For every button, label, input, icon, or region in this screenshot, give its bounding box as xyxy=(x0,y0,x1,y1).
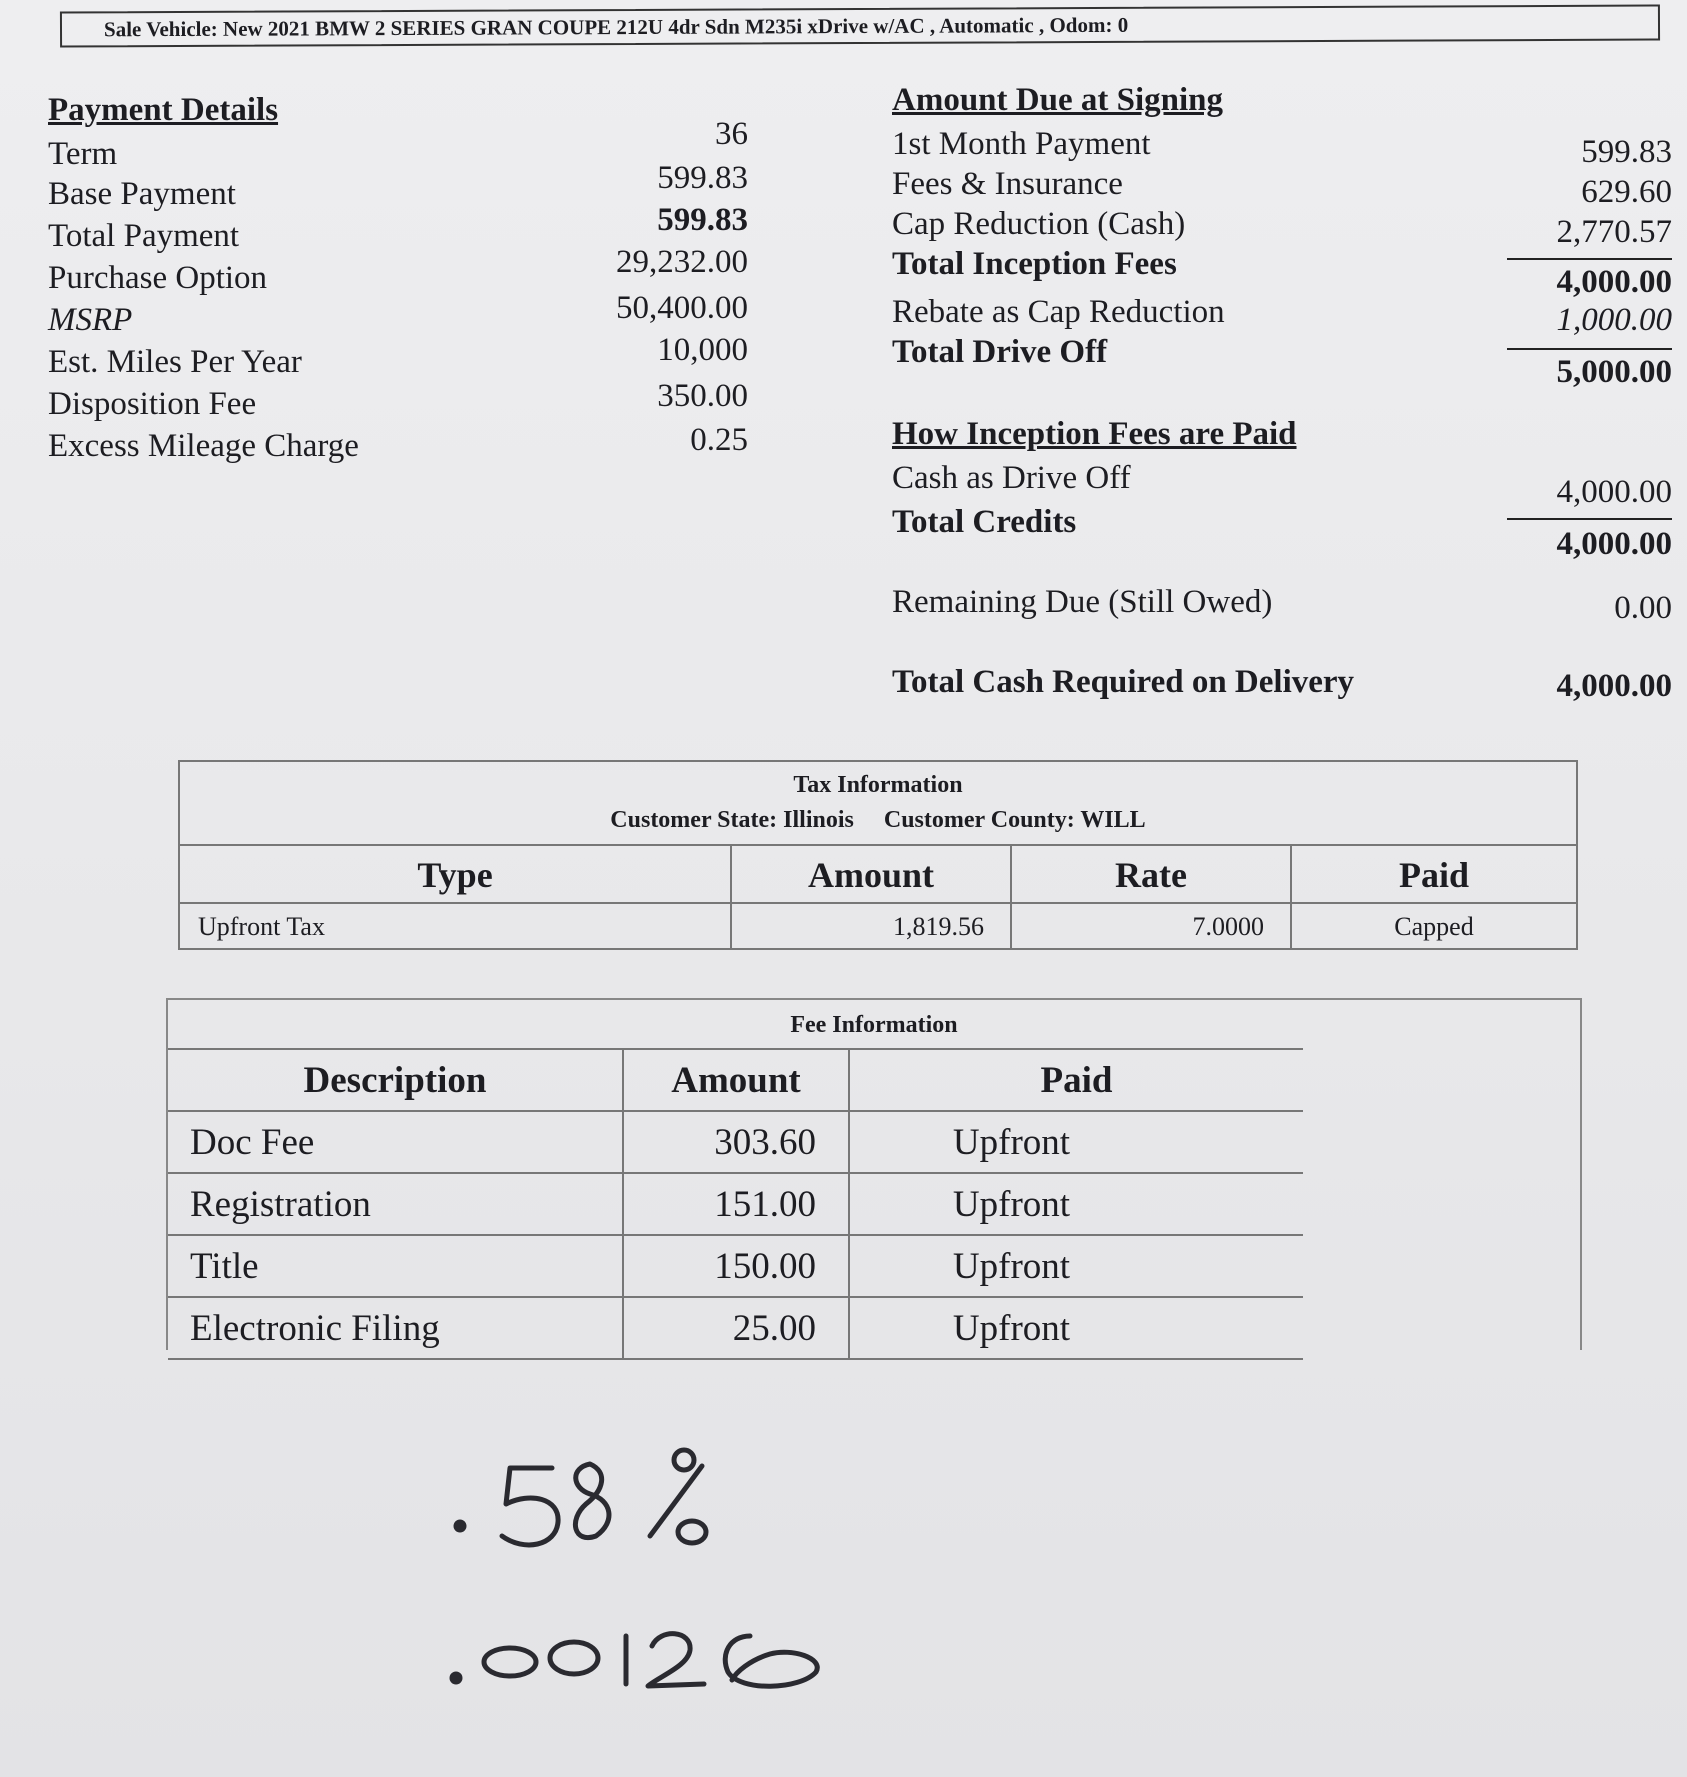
tax-col-paid: Paid xyxy=(1398,855,1469,895)
remaining-due-row xyxy=(892,584,1672,664)
fee-header-row xyxy=(168,1048,1303,1110)
fee-description: Title xyxy=(168,1236,624,1296)
rebate-label: Rebate as Cap Reduction xyxy=(892,294,1225,330)
miles-value: 10,000 xyxy=(657,332,748,368)
msrp-value: 50,400.00 xyxy=(616,290,748,326)
cap-reduction-row xyxy=(892,206,1672,250)
note1-percent-bottom xyxy=(678,1521,706,1543)
fees-insurance-row xyxy=(892,166,1672,210)
tax-col-type: Type xyxy=(180,846,732,904)
excess-mileage-value: 0.25 xyxy=(690,422,748,458)
first-month-label: 1st Month Payment xyxy=(892,126,1151,162)
base-payment-value: 599.83 xyxy=(657,160,748,196)
tax-information-header xyxy=(180,762,1576,834)
tax-col-amount: Amount xyxy=(732,846,1012,904)
fee-description: Electronic Filing xyxy=(168,1298,624,1358)
base-payment-row xyxy=(48,160,748,218)
disposition-fee-label: Disposition Fee xyxy=(48,386,257,422)
total-cash-row xyxy=(892,664,1672,706)
tax-customer-location xyxy=(180,799,1576,834)
remaining-due-label: Remaining Due (Still Owed) xyxy=(892,584,1273,620)
total-inception-row xyxy=(892,246,1672,300)
base-payment-label: Base Payment xyxy=(48,176,236,212)
note2-digit-2 xyxy=(648,1634,704,1686)
handwritten-notes xyxy=(440,1440,960,1720)
fee-information-title: Fee Information xyxy=(790,1012,958,1038)
first-month-value: 599.83 xyxy=(1581,134,1672,170)
note1-digit-8 xyxy=(575,1464,609,1538)
amount-due-section xyxy=(892,82,1672,706)
tax-amount: 1,819.56 xyxy=(732,904,1012,950)
term-value: 36 xyxy=(715,116,748,152)
fee-col-description: Description xyxy=(168,1050,624,1110)
excess-mileage-row xyxy=(48,422,748,470)
term-label: Term xyxy=(48,136,118,172)
cap-reduction-value: 2,770.57 xyxy=(1556,214,1672,250)
cap-reduction-label: Cap Reduction (Cash) xyxy=(892,206,1186,242)
note2-digit-6 xyxy=(725,1636,817,1686)
vehicle-banner-text: Sale Vehicle: New 2021 BMW 2 SERIES GRAN COUPE 212U 4dr Sdn M235i xDrive w/AC , Automatic , Odom: 0 xyxy=(103,12,1129,41)
tax-information-title: Tax Information xyxy=(793,772,963,798)
tax-type: Upfront Tax xyxy=(180,904,732,950)
fee-paid: Upfront xyxy=(952,1245,1071,1287)
fee-row-title xyxy=(168,1234,1303,1296)
total-drive-off-value: 5,000.00 xyxy=(1507,348,1672,391)
total-inception-value: 4,000.00 xyxy=(1507,258,1672,301)
fee-information-table xyxy=(166,998,1582,1350)
tax-header-row xyxy=(180,844,1576,904)
fee-amount: 25.00 xyxy=(624,1298,850,1358)
note1-percent-top xyxy=(674,1450,694,1470)
total-inception-label: Total Inception Fees xyxy=(892,246,1177,282)
total-drive-off-label: Total Drive Off xyxy=(892,334,1108,370)
total-cash-value: 4,000.00 xyxy=(1556,668,1672,704)
fee-amount: 151.00 xyxy=(624,1174,850,1234)
fee-amount: 150.00 xyxy=(624,1236,850,1296)
miles-label: Est. Miles Per Year xyxy=(48,344,302,380)
fee-row-registration xyxy=(168,1172,1303,1234)
fee-grid xyxy=(168,1048,1303,1360)
purchase-option-label: Purchase Option xyxy=(48,260,268,296)
msrp-label: MSRP xyxy=(48,302,133,338)
rebate-value: 1,000.00 xyxy=(1556,302,1672,338)
fee-col-amount: Amount xyxy=(624,1050,850,1110)
fee-row-electronic-filing xyxy=(168,1296,1303,1360)
amount-due-heading: Amount Due at Signing xyxy=(892,82,1223,118)
note2-digit-0b xyxy=(550,1642,598,1674)
miles-row xyxy=(48,332,748,386)
vehicle-banner xyxy=(60,5,1660,48)
remaining-due-value: 0.00 xyxy=(1614,590,1672,626)
fees-insurance-value: 629.60 xyxy=(1581,174,1672,210)
tax-paid: Capped xyxy=(1394,912,1474,941)
fee-description: Doc Fee xyxy=(168,1112,624,1172)
total-credits-row xyxy=(892,504,1672,584)
rebate-row xyxy=(892,294,1672,338)
fee-paid: Upfront xyxy=(952,1121,1071,1163)
msrp-row xyxy=(48,290,748,344)
fee-paid: Upfront xyxy=(952,1307,1071,1349)
disposition-fee-row xyxy=(48,378,748,428)
note2-decimal-point xyxy=(452,1674,460,1682)
tax-rate: 7.0000 xyxy=(1012,904,1292,950)
customer-county-label: Customer County: xyxy=(883,807,1075,833)
fee-amount: 303.60 xyxy=(624,1112,850,1172)
fee-row-doc-fee xyxy=(168,1110,1303,1172)
total-payment-value: 599.83 xyxy=(657,202,748,238)
tax-row xyxy=(180,902,1576,950)
cash-drive-off-label: Cash as Drive Off xyxy=(892,460,1131,496)
total-credits-label: Total Credits xyxy=(892,504,1077,540)
term-row xyxy=(48,116,748,176)
note2-digit-0a xyxy=(484,1648,536,1676)
tax-col-rate: Rate xyxy=(1012,846,1292,904)
note1-decimal-point xyxy=(456,1522,464,1530)
total-drive-off-row xyxy=(892,334,1672,390)
fee-col-paid: Paid xyxy=(1040,1059,1113,1101)
payment-details-heading: Payment Details xyxy=(48,92,279,128)
customer-state-label: Customer State: xyxy=(610,807,778,833)
fee-description: Registration xyxy=(168,1174,624,1234)
excess-mileage-label: Excess Mileage Charge xyxy=(48,428,359,464)
tax-information-table xyxy=(178,760,1578,950)
total-cash-label: Total Cash Required on Delivery xyxy=(892,664,1355,700)
disposition-fee-value: 350.00 xyxy=(657,378,748,414)
purchase-option-value: 29,232.00 xyxy=(616,244,748,280)
customer-state-value: Illinois xyxy=(783,807,854,833)
inception-paid-heading: How Inception Fees are Paid xyxy=(892,416,1297,452)
note1-percent-slash xyxy=(650,1466,702,1536)
total-credits-value: 4,000.00 xyxy=(1507,518,1672,563)
total-payment-label: Total Payment xyxy=(48,218,240,254)
cash-drive-off-row xyxy=(892,460,1672,510)
note1-digit-5 xyxy=(502,1468,558,1545)
customer-county-value: WILL xyxy=(1080,807,1146,833)
payment-details-section xyxy=(48,92,748,470)
first-month-row xyxy=(892,126,1672,170)
cash-drive-off-value: 4,000.00 xyxy=(1556,474,1672,510)
fees-insurance-label: Fees & Insurance xyxy=(892,166,1123,202)
fee-paid: Upfront xyxy=(952,1183,1071,1225)
